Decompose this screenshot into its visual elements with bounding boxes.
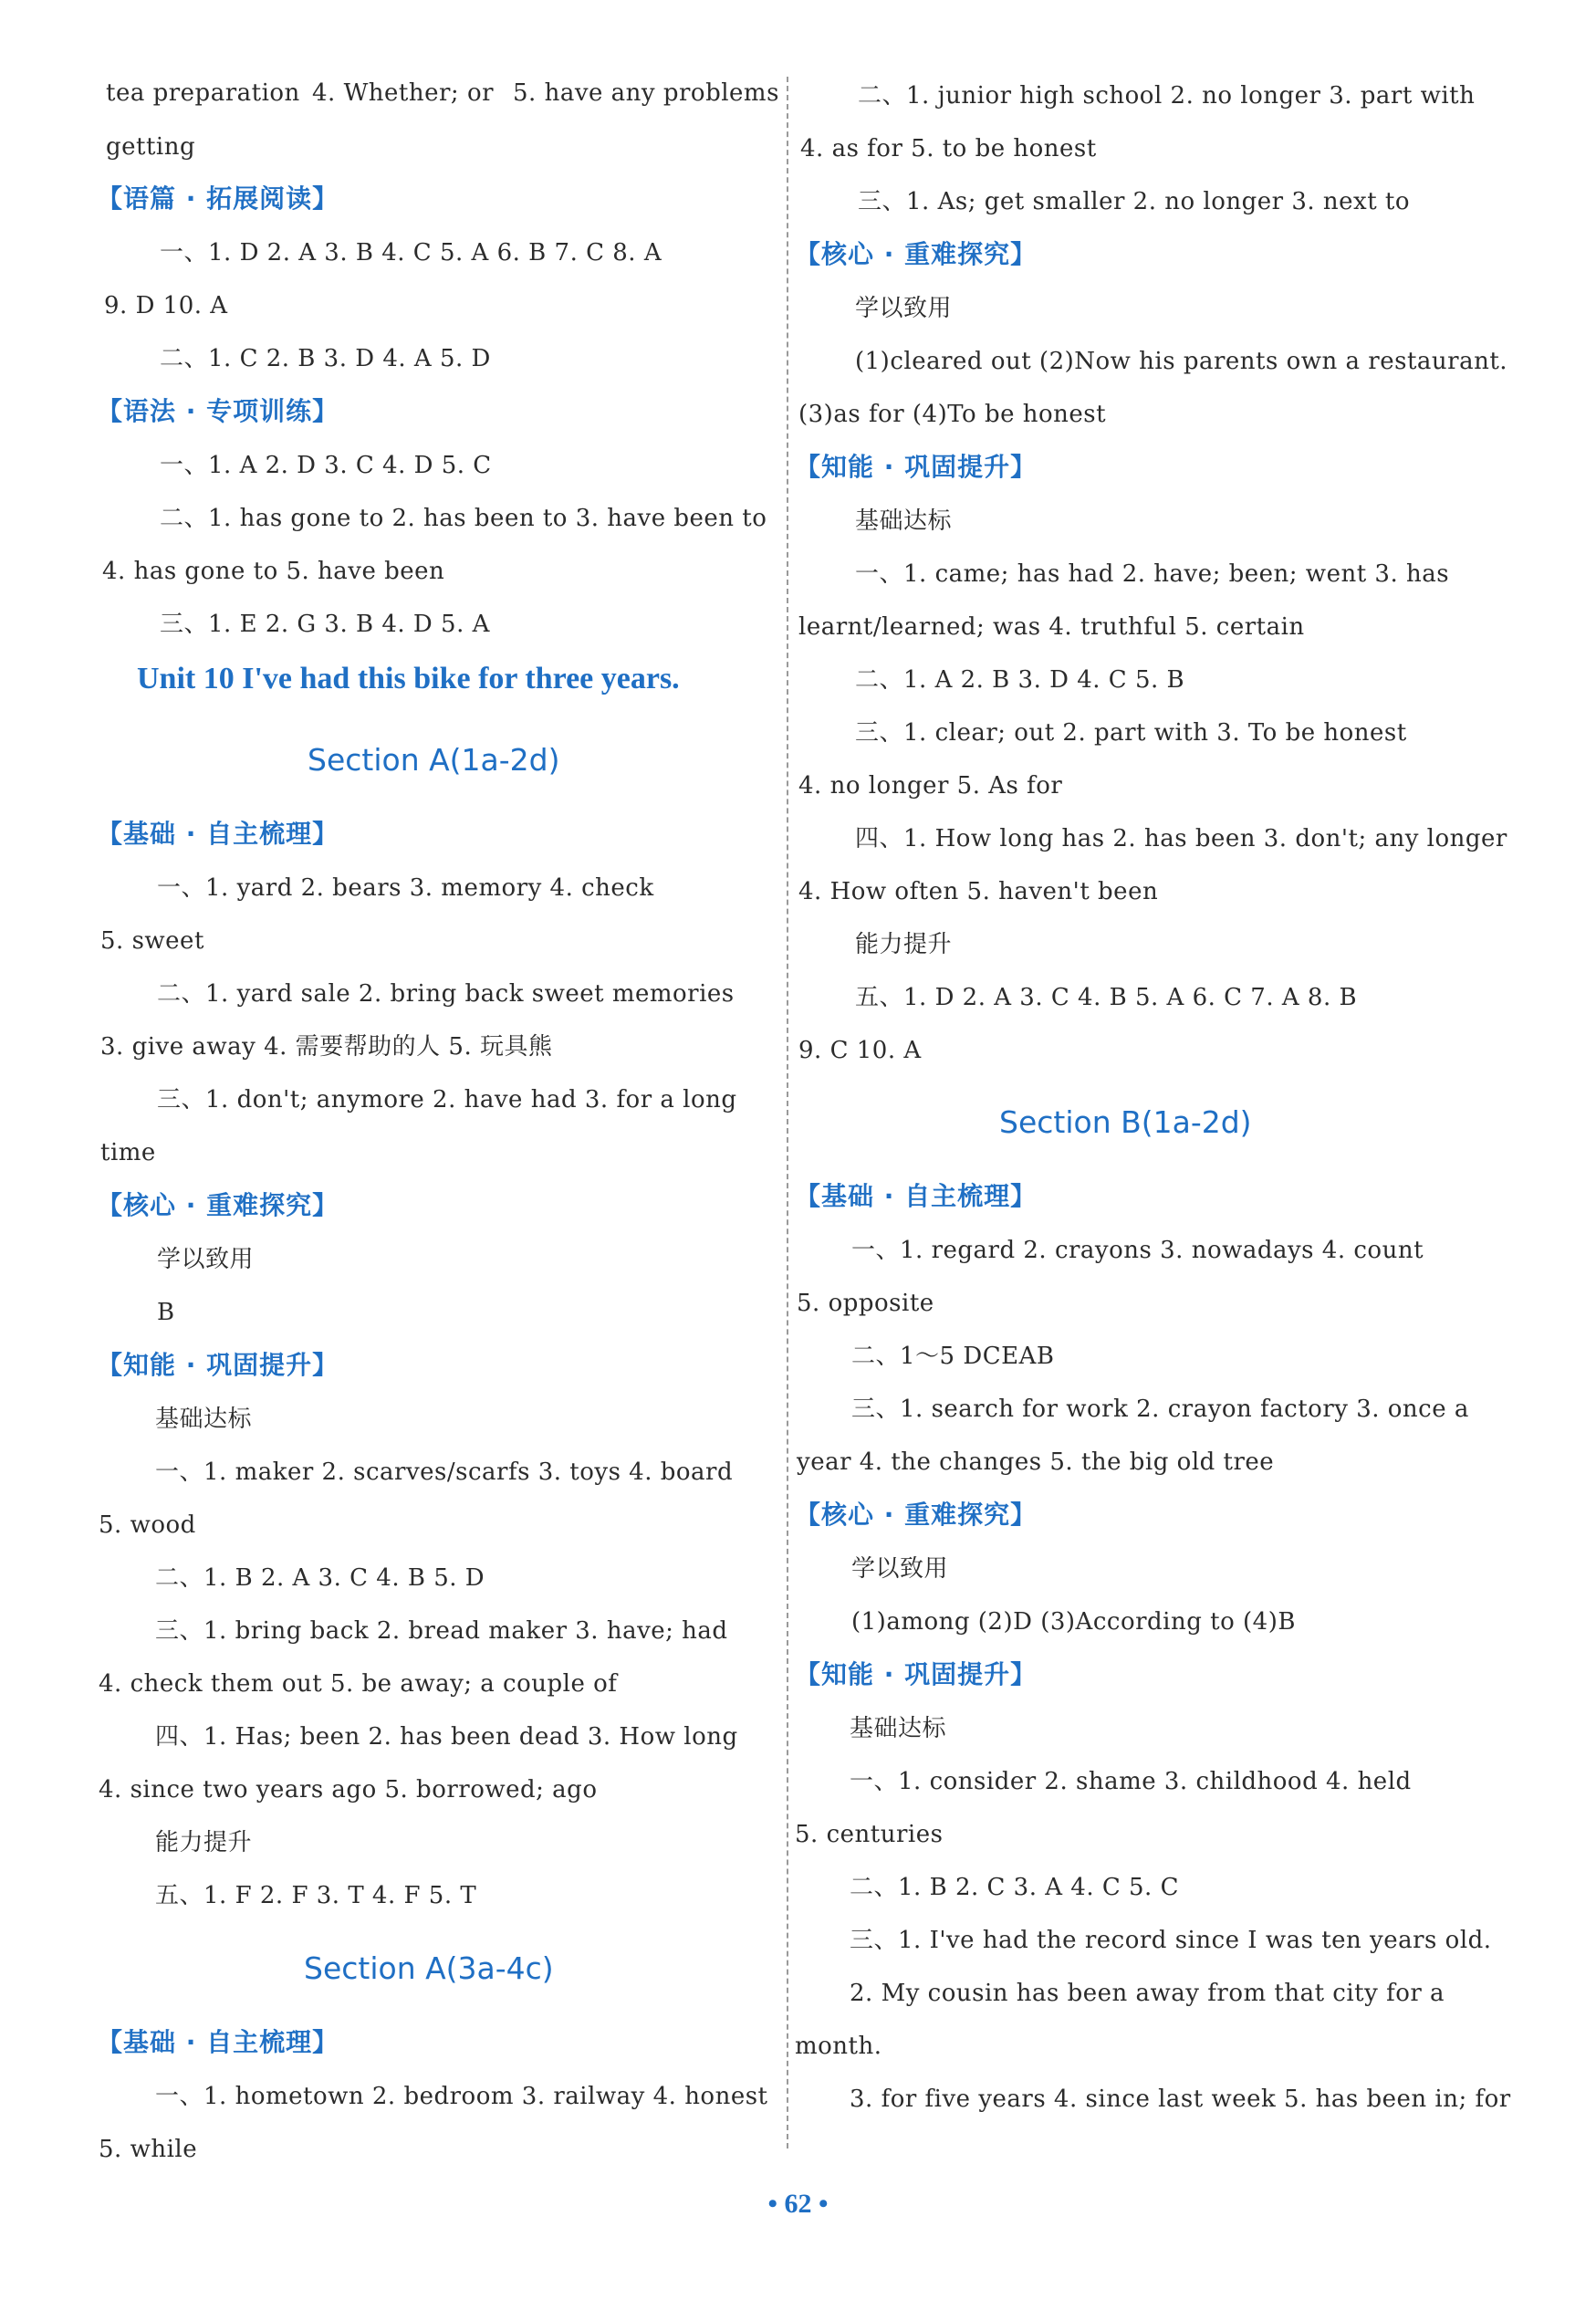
answer-line: learnt/learned; was 4. truthful 5. certain [798, 613, 1305, 641]
text-line: 5. have any problems [513, 79, 779, 107]
section-heading-core: 【核心 · 重难探究】 [97, 1190, 339, 1220]
answer-line: 4. since two years ago 5. borrowed; ago [99, 1776, 598, 1803]
answer-line: 三、1. clear; out 2. part with 3. To be honest [855, 719, 1407, 747]
answer-line: 三、1. search for work 2. crayon factory 3. once a [851, 1396, 1469, 1423]
answer-line: 5. wood [99, 1511, 196, 1539]
answer-line: 二、1～5 DCEAB [851, 1343, 1055, 1370]
section-title: Section B(1a-2d) [999, 1104, 1252, 1140]
answer-line: 3. for five years 4. since last week 5. has been in; for [850, 2086, 1511, 2113]
section-heading-grammar: 【语法 · 专项训练】 [97, 396, 339, 426]
section-heading-basic: 【基础 · 自主梳理】 [97, 819, 339, 849]
answer-line: (1)cleared out (2)Now his parents own a restaurant. [855, 348, 1508, 375]
answer-line: 5. centuries [795, 1821, 944, 1848]
section-title: Section A(3a-4c) [304, 1950, 554, 1986]
text-line: getting [106, 133, 196, 161]
answer-line: 一、1. yard 2. bears 3. memory 4. check [157, 874, 654, 902]
answer-line: 三、1. I've had the record since I was ten years old. [850, 1927, 1492, 1954]
text-line: 4. Whether; or [312, 79, 495, 107]
section-title: Section A(1a-2d) [308, 742, 560, 778]
sub-heading: 基础达标 [855, 507, 953, 535]
answer-line: 二、1. A 2. B 3. D 4. C 5. B [855, 666, 1185, 694]
answer-line: 4. as for 5. to be honest [800, 135, 1097, 162]
answer-line: 一、1. consider 2. shame 3. childhood 4. held [850, 1768, 1412, 1795]
section-heading-reading: 【语篇 · 拓展阅读】 [97, 183, 339, 214]
text-line: tea preparation [106, 79, 300, 107]
answer-line: 三、1. don't; anymore 2. have had 3. for a long [157, 1086, 737, 1113]
answer-line: (1)among (2)D (3)According to (4)B [851, 1608, 1296, 1636]
answer-line: 5. opposite [797, 1290, 934, 1317]
answer-line: 9. D 10. A [104, 292, 228, 319]
answer-line: 一、1. regard 2. crayons 3. nowadays 4. count [851, 1237, 1424, 1264]
answer-line: 二、1. B 2. C 3. A 4. C 5. C [850, 1874, 1179, 1901]
answer-line: 二、1. junior high school 2. no longer 3. part with [858, 82, 1476, 110]
answer-line: 二、1. C 2. B 3. D 4. A 5. D [160, 345, 491, 372]
answer-line: 4. has gone to 5. have been [102, 558, 445, 585]
answer-line: 四、1. Has; been 2. has been dead 3. How long [155, 1723, 738, 1751]
answer-line: time [100, 1139, 156, 1166]
answer-line: 五、1. F 2. F 3. T 4. F 5. T [155, 1882, 477, 1909]
answer-line: B [157, 1299, 175, 1326]
sub-heading: 能力提升 [855, 931, 953, 958]
answer-line: year 4. the changes 5. the big old tree [797, 1448, 1275, 1476]
section-heading-core: 【核心 · 重难探究】 [795, 239, 1038, 269]
answer-line: 一、1. hometown 2. bedroom 3. railway 4. honest [155, 2083, 768, 2110]
sub-heading: 学以致用 [851, 1555, 949, 1583]
section-heading-basic: 【基础 · 自主梳理】 [97, 2027, 339, 2057]
sub-heading: 基础达标 [850, 1715, 947, 1742]
sub-heading: 学以致用 [157, 1246, 255, 1273]
answer-line: 一、1. came; has had 2. have; been; went 3. has [855, 560, 1450, 588]
answer-line: 9. C 10. A [798, 1037, 922, 1064]
answer-line: 三、1. E 2. G 3. B 4. D 5. A [160, 611, 490, 638]
section-heading-core: 【核心 · 重难探究】 [795, 1500, 1038, 1530]
answer-line: 三、1. bring back 2. bread maker 3. have; had [155, 1617, 728, 1645]
answer-line: 二、1. has gone to 2. has been to 3. have been to [160, 505, 767, 532]
answer-line: 一、1. D 2. A 3. B 4. C 5. A 6. B 7. C 8. A [160, 239, 662, 267]
answer-line: 一、1. maker 2. scarves/scarfs 3. toys 4. board [155, 1458, 734, 1486]
answer-line: 5. sweet [100, 927, 204, 955]
answer-line: 二、1. yard sale 2. bring back sweet memories [157, 980, 735, 1008]
column-divider [787, 77, 788, 2148]
answer-line: 4. no longer 5. As for [798, 772, 1063, 800]
answer-line: (3)as for (4)To be honest [798, 401, 1107, 428]
sub-heading: 能力提升 [155, 1829, 253, 1856]
page-number: • 62 • [767, 2189, 829, 2219]
sub-heading: 学以致用 [855, 295, 953, 322]
unit-title: Unit 10 I've had this bike for three years. [137, 662, 680, 695]
answer-line: 3. give away 4. 需要帮助的人 5. 玩具熊 [100, 1033, 553, 1061]
answer-line: 三、1. As; get smaller 2. no longer 3. next to [858, 188, 1411, 215]
answer-line: 4. check them out 5. be away; a couple of [99, 1670, 618, 1698]
answer-line: 5. while [99, 2136, 198, 2163]
answer-line: 4. How often 5. haven't been [798, 878, 1159, 905]
answer-line: 2. My cousin has been away from that city for a [850, 1980, 1445, 2007]
section-heading-skill: 【知能 · 巩固提升】 [795, 452, 1038, 482]
answer-line: 四、1. How long has 2. has been 3. don't; any longer [855, 825, 1507, 852]
answer-line: 五、1. D 2. A 3. C 4. B 5. A 6. C 7. A 8. B [855, 984, 1358, 1011]
answer-line: 一、1. A 2. D 3. C 4. D 5. C [160, 452, 492, 479]
answer-line: 二、1. B 2. A 3. C 4. B 5. D [155, 1564, 485, 1592]
sub-heading: 基础达标 [155, 1406, 253, 1433]
section-heading-skill: 【知能 · 巩固提升】 [97, 1350, 339, 1380]
section-heading-skill: 【知能 · 巩固提升】 [795, 1659, 1038, 1689]
section-heading-basic: 【基础 · 自主梳理】 [795, 1181, 1038, 1211]
answer-line: month. [795, 2033, 882, 2060]
